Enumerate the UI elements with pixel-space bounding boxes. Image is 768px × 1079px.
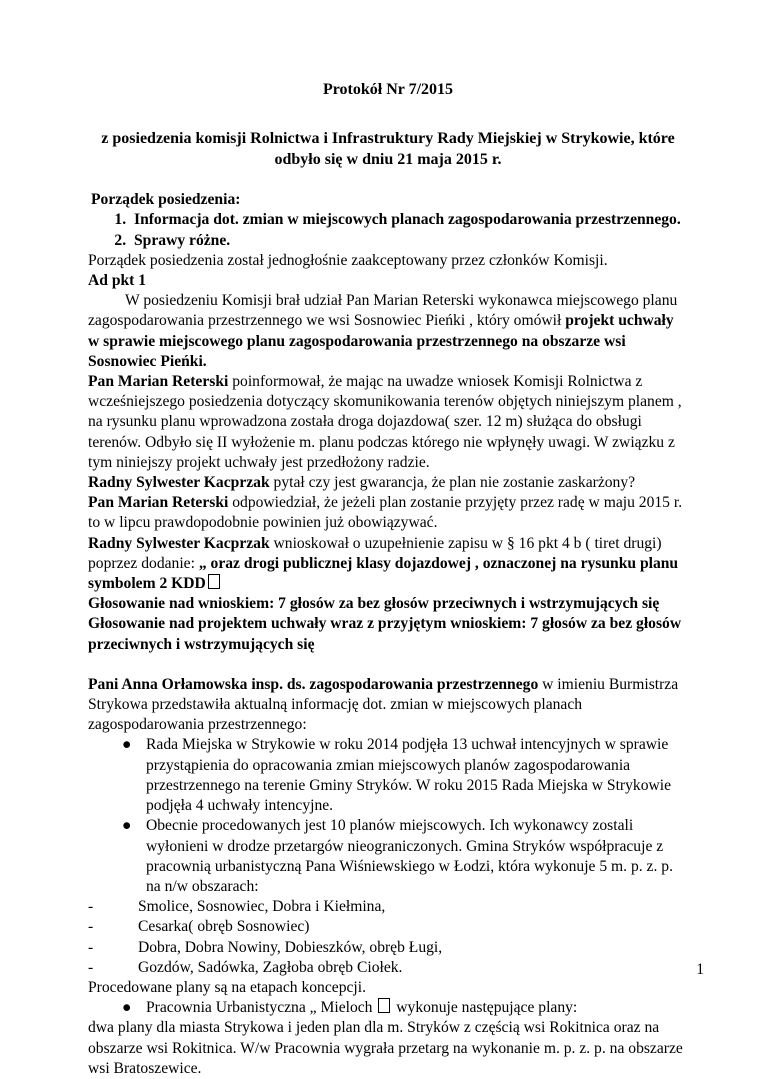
agenda-item: 1. Informacja dot. zmian w miejscowych planach zagospodarowania przestrzennego. bbox=[130, 210, 688, 230]
agenda-heading: Porządek posiedzenia: bbox=[91, 191, 241, 209]
bullet-icon: ● bbox=[122, 736, 132, 754]
dash-item: - Cesarka( obręb Sosnowiec) bbox=[88, 917, 688, 937]
dash-icon: - bbox=[88, 898, 94, 916]
dash-icon: - bbox=[88, 918, 94, 936]
paragraph: Pan Marian Reterski odpowiedział, że jeżeli plan zostanie przyjęty przez radę w maju 2015 r. to w lipcu prawdopodobnie powinien już obowiązywać. bbox=[88, 494, 683, 532]
paragraph: Pan Marian Reterski poinformował, że mając na uwadze wniosek Komisji Rolnictwa z wcześniejszego posiedzenia dotyczący skomunikowania terenów objętych niniejszym planem , na rysunku planu wprowadzona została droga dojazdowa( szer. 12 m) służąca do obsługi terenów. Odbyło się II wyłożenie m. planu podczas którego nie wpłynęły uwagi. W związku z tym niniejszy projekt uchwały jest przedłożony radzie. bbox=[88, 373, 682, 471]
agenda-item: 2. Sprawy różne. bbox=[130, 231, 688, 251]
dash-item: - Smolice, Sosnowiec, Dobra i Kiełmina, bbox=[88, 897, 688, 917]
missing-glyph-icon bbox=[378, 998, 390, 1013]
agenda-list bbox=[88, 210, 688, 250]
paragraph: Radny Sylwester Kacprzak pytał czy jest gwarancja, że plan nie zostanie zaskarżony? bbox=[88, 474, 636, 492]
section-heading: Ad pkt 1 bbox=[88, 272, 147, 290]
bullet-icon: ● bbox=[122, 999, 132, 1017]
dash-item: - Dobra, Dobra Nowiny, Dobieszków, obręb Ługi, bbox=[88, 938, 688, 958]
page-number: 1 bbox=[696, 961, 704, 978]
missing-glyph-icon bbox=[208, 574, 220, 589]
vote-result: Głosowanie nad projektem uchwały wraz z przyjętym wnioskiem: 7 głosów za bez głosów przeciwnych i wstrzymujących się bbox=[88, 615, 682, 653]
vote-result: Głosowanie nad wnioskiem: 7 głosów za bez głosów przeciwnych i wstrzymujących się bbox=[88, 595, 660, 613]
paragraph: dwa plany dla miasta Strykowa i jeden plan dla m. Stryków z częścią wsi Rokitnica oraz na obszarze wsi Rokitnica. W/w Pracownia wygrała przetarg na wykonanie m. p. z. p. na obszarze wsi Bratoszewice. bbox=[88, 1019, 683, 1077]
paragraph: Procedowane plany są na etapach koncepcji. bbox=[88, 978, 366, 996]
dash-icon: - bbox=[88, 938, 94, 956]
bullet-list bbox=[88, 735, 688, 897]
bullet-icon: ● bbox=[122, 817, 132, 835]
list-item: ● Rada Miejska w Strykowie w roku 2014 podjęła 13 uchwał intencyjnych w sprawie przystąpienia do opracowania zmian miejscowych planów zagospodarowania przestrzennego na terenie Gminy Stryków. W roku 2015 Rada Miejska w Strykowie podjęła 4 uchwały intencyjne. bbox=[122, 736, 672, 815]
bullet-list bbox=[88, 998, 688, 1018]
document-subtitle: z posiedzenia komisji Rolnictwa i Infrastruktury Rady Miejskiej w Strykowie, które odbyło się w dniu 21 maja 2015 r. bbox=[101, 130, 675, 169]
paragraph: W posiedzeniu Komisji brał udział Pan Marian Reterski wykonawca miejscowego planu zagospodarowania przestrzennego we wsi Sosnowiec Pieńki , który omówił projekt uchwały w sprawie miejscowego planu zagospodarowania przestrzennego na obszarze wsi Sosnowiec Pieńki. bbox=[88, 292, 678, 370]
document-body bbox=[88, 80, 688, 1079]
paragraph: Pani Anna Orłamowska insp. ds. zagospodarowania przestrzennego w imieniu Burmistrza Strykowa przedstawiła aktualną informację dot. zmian w miejscowych planach zagospodarowania przestrzennego: bbox=[88, 675, 679, 734]
list-item: ● Obecnie procedowanych jest 10 planów miejscowych. Ich wykonawcy zostali wyłonieni w drodze przetargów nieograniczonych. Gmina Stryków współpracuje z pracownią urbanistyczną Pana Wiśniewskiego w Łodzi, która wykonuje 5 m. p. z. p. na n/w obszarach: bbox=[122, 817, 673, 895]
agenda-accepted: Porządek posiedzenia został jednogłośnie zaakceptowany przez członków Komisji. bbox=[88, 251, 608, 269]
dash-icon: - bbox=[88, 958, 94, 976]
list-item: ● Pracownia Urbanistyczna „ Mieloch wykonuje następujące plany: bbox=[146, 998, 688, 1018]
document-title: Protokół Nr 7/2015 bbox=[322, 81, 454, 98]
paragraph: Radny Sylwester Kacprzak wnioskował o uzupełnienie zapisu w § 16 pkt 4 b ( tiret drugi) poprzez dodanie: „ oraz drogi publicznej klasy dojazdowej , oznaczonej na rysunku planu symbolem 2 KDD bbox=[88, 534, 679, 593]
dash-item: - Gozdów, Sadówka, Zagłoba obręb Ciołek. bbox=[88, 958, 688, 978]
